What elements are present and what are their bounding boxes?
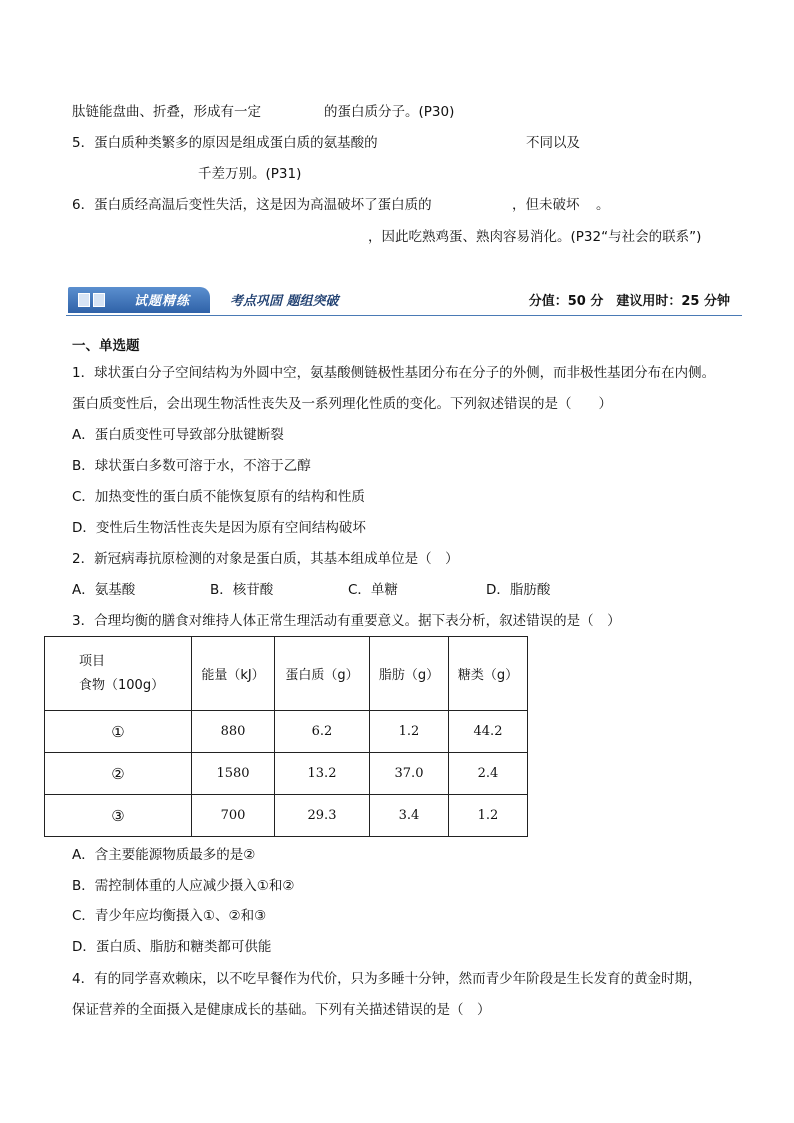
q2-option-b: B．核苷酸 xyxy=(210,582,274,598)
table-row xyxy=(45,795,528,837)
banner-score: 分值：50 分 建议用时：25 分钟 xyxy=(528,294,730,309)
banner-tab-label: 试题精练 xyxy=(134,294,191,309)
intro-line-1-part-a: 肽链能盘曲、折叠，形成有一定 xyxy=(72,104,261,120)
q1-option-b: B．球状蛋白多数可溶于水，不溶于乙醇 xyxy=(72,458,311,474)
q3-option-b: B．需控制体重的人应减少摄入①和② xyxy=(72,878,295,894)
row-label: ① xyxy=(45,711,192,753)
cell-protein: 13.2 xyxy=(275,753,370,795)
table-row xyxy=(45,753,528,795)
intro-line-4-part-a: 6．蛋白质经高温后变性失活，这是因为高温破坏了蛋白质的 xyxy=(72,197,432,213)
cell-carbs: 2.4 xyxy=(449,753,528,795)
q4-stem-line-2: 保证营养的全面摄入是健康成长的基础。下列有关描述错误的是（ ） xyxy=(72,1002,491,1018)
q2-stem: 2．新冠病毒抗原检测的对象是蛋白质，其基本组成单位是（ ） xyxy=(72,551,459,567)
q2-option-c: C．单糖 xyxy=(348,582,398,598)
q4-stem-line-1: 4．有的同学喜欢赖床，以不吃早餐作为代价，只为多睡十分钟，然而青少年阶段是生长发育的黄金时期， xyxy=(72,971,702,987)
nutrition-table xyxy=(44,636,528,837)
section-banner xyxy=(66,287,742,317)
q1-option-a: A．蛋白质变性可导致部分肽键断裂 xyxy=(72,427,284,443)
cell-carbs: 44.2 xyxy=(449,711,528,753)
cell-protein: 29.3 xyxy=(275,795,370,837)
banner-divider xyxy=(66,315,742,316)
q1-stem-line-1: 1．球状蛋白分子空间结构为外圆中空，氨基酸侧链极性基团分布在分子的外侧，而非极性基团分布在内侧。 xyxy=(72,365,716,381)
q3-stem: 3．合理均衡的膳食对维持人体正常生理活动有重要意义。据下表分析，叙述错误的是（ ） xyxy=(72,613,621,629)
intro-line-1-part-b: 的蛋白质分子。(P30) xyxy=(324,104,455,120)
banner-subtitle: 考点巩固 题组突破 xyxy=(230,294,339,309)
banner-tab xyxy=(68,287,210,313)
cell-energy: 880 xyxy=(192,711,275,753)
header-fat: 脂肪（g） xyxy=(370,637,449,711)
q1-stem-line-2: 蛋白质变性后，会出现生物活性丧失及一系列理化性质的变化。下列叙述错误的是（ ） xyxy=(72,396,612,412)
intro-line-3: 千差万别。(P31) xyxy=(198,166,302,182)
intro-line-2-part-a: 5．蛋白质种类繁多的原因是组成蛋白质的氨基酸的 xyxy=(72,135,378,151)
corner-top: 项目 xyxy=(79,653,106,669)
header-energy: 能量（kJ） xyxy=(192,637,275,711)
header-protein: 蛋白质（g） xyxy=(275,637,370,711)
cell-energy: 700 xyxy=(192,795,275,837)
intro-line-4-part-c: 。 xyxy=(596,197,610,213)
table-row xyxy=(45,711,528,753)
cell-carbs: 1.2 xyxy=(449,795,528,837)
cell-fat: 3.4 xyxy=(370,795,449,837)
table-corner-cell xyxy=(45,637,192,711)
q1-option-c: C．加热变性的蛋白质不能恢复原有的结构和性质 xyxy=(72,489,365,505)
cell-energy: 1580 xyxy=(192,753,275,795)
intro-line-4-part-b: ，但未破坏 xyxy=(512,197,580,213)
book-icon xyxy=(78,293,108,307)
q2-option-d: D．脂肪酸 xyxy=(486,582,551,598)
cell-protein: 6.2 xyxy=(275,711,370,753)
cell-fat: 37.0 xyxy=(370,753,449,795)
table-header-row xyxy=(45,637,528,711)
q2-option-a: A．氨基酸 xyxy=(72,582,136,598)
intro-line-5: ，因此吃熟鸡蛋、熟肉容易消化。(P32“与社会的联系”) xyxy=(368,229,702,245)
corner-bottom: 食物（100g） xyxy=(79,677,165,693)
row-label: ② xyxy=(45,753,192,795)
q3-option-d: D．蛋白质、脂肪和糖类都可供能 xyxy=(72,939,272,955)
q3-option-c: C．青少年应均衡摄入①、②和③ xyxy=(72,908,267,924)
intro-line-2-part-b: 不同以及 xyxy=(526,135,580,151)
cell-fat: 1.2 xyxy=(370,711,449,753)
row-label: ③ xyxy=(45,795,192,837)
section-title: 一、单选题 xyxy=(72,338,140,354)
q3-option-a: A．含主要能源物质最多的是② xyxy=(72,847,256,863)
header-carbs: 糖类（g） xyxy=(449,637,528,711)
q1-option-d: D．变性后生物活性丧失是因为原有空间结构破坏 xyxy=(72,520,366,536)
